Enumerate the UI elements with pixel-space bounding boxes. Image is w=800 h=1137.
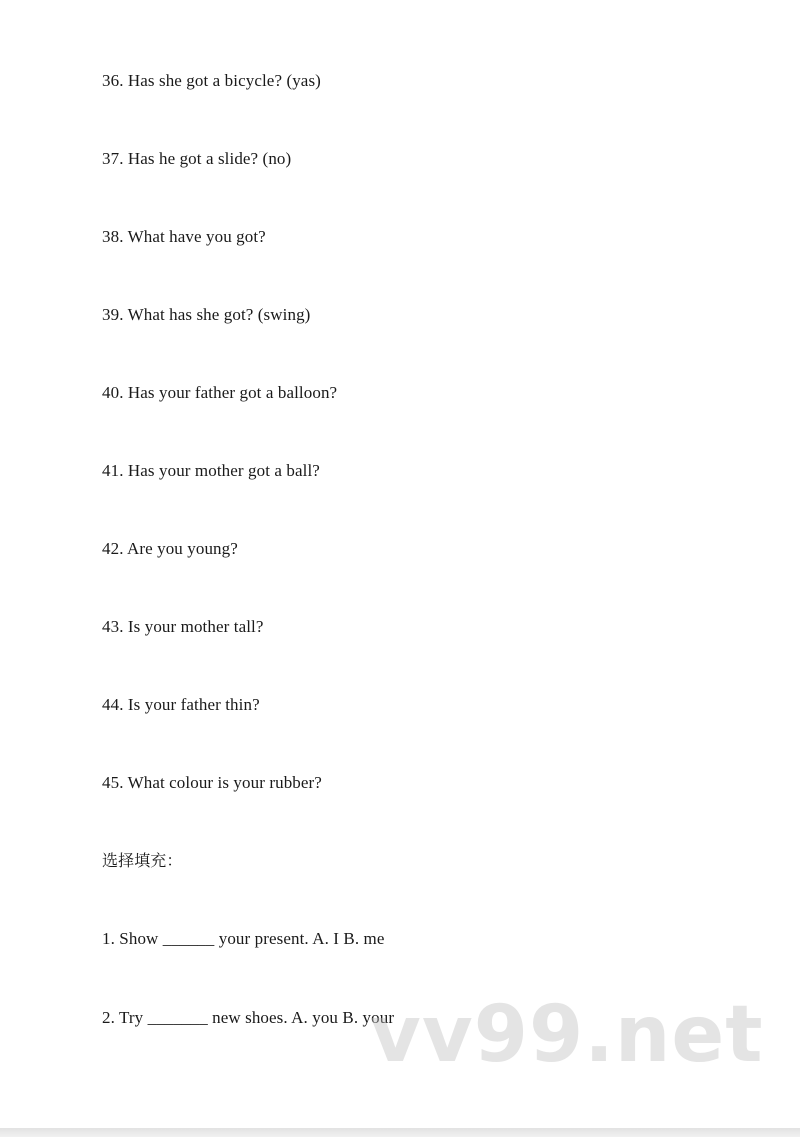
question-42: 42. Are you young? xyxy=(102,539,238,558)
watermark: vv99.net xyxy=(370,990,764,1080)
question-45: 45. What colour is your rubber? xyxy=(102,773,322,792)
section-heading: 选择填充： xyxy=(102,851,183,870)
question-41: 41. Has your mother got a ball? xyxy=(102,461,320,480)
question-39: 39. What has she got? (swing) xyxy=(102,305,311,324)
question-40: 40. Has your father got a balloon? xyxy=(102,383,338,402)
question-38: 38. What have you got? xyxy=(102,227,266,246)
question-43: 43. Is your mother tall? xyxy=(102,617,264,636)
question-44: 44. Is your father thin? xyxy=(102,695,260,714)
choice-question-2: 2. Try _______ new shoes. A. you B. your xyxy=(102,1008,395,1027)
question-37: 37. Has he got a slide? (no) xyxy=(102,149,292,168)
choice-question-1: 1. Show ______ your present. A. I B. me xyxy=(102,929,385,948)
page-bottom-edge xyxy=(0,1128,800,1137)
question-36: 36. Has she got a bicycle? (yas) xyxy=(102,71,321,90)
